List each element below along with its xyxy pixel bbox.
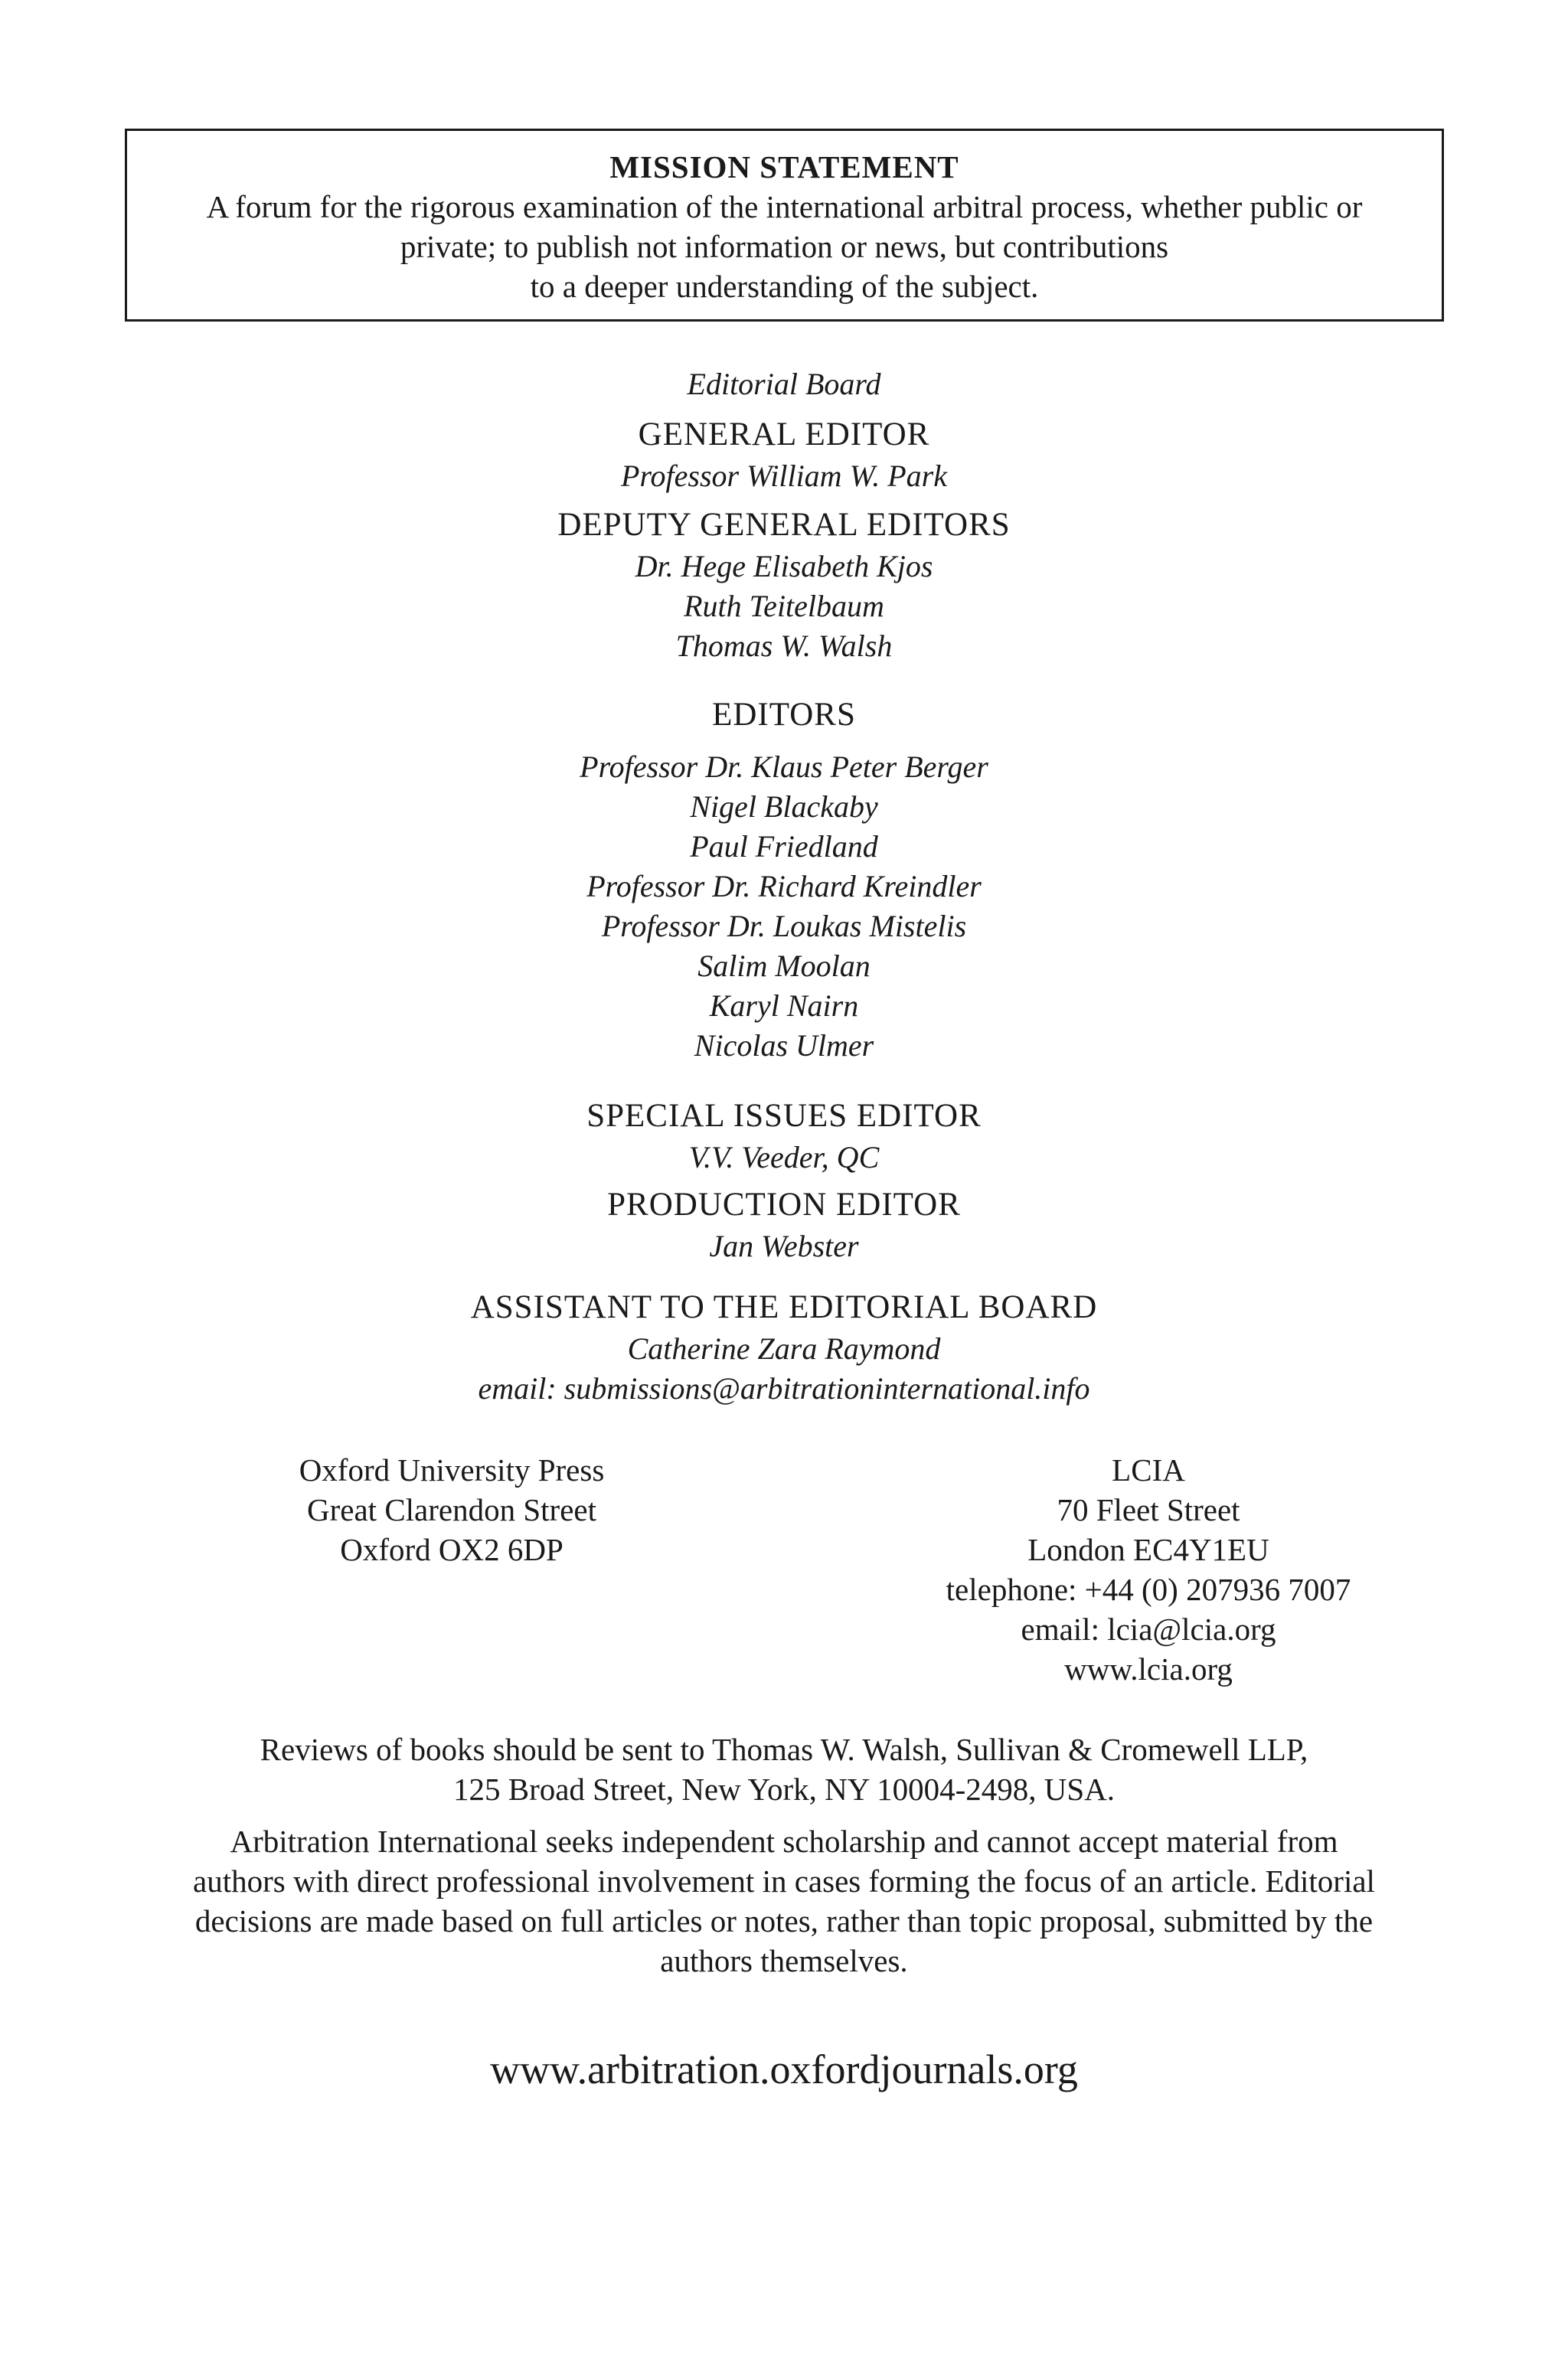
assistant-title: ASSISTANT TO THE EDITORIAL BOARD (470, 1289, 1098, 1325)
policy-line: authors with direct professional involvement in cases forming the focus of an article. Editorial (193, 1863, 1375, 1899)
editor-name: Karyl Nairn (709, 988, 859, 1023)
mission-line: private; to publish not information or news, but contributions (400, 229, 1169, 264)
production-editor-name: Jan Webster (709, 1229, 859, 1263)
policy-line: authors themselves. (660, 1943, 908, 1978)
reviews-line: 125 Broad Street, New York, NY 10004-2498, USA. (452, 1772, 1115, 1807)
mission-title: MISSION STATEMENT (609, 149, 959, 185)
mission-line: to a deeper understanding of the subject. (530, 269, 1039, 304)
editor-name: Nigel Blackaby (690, 789, 878, 824)
policy-line: Arbitration International seeks independent scholarship and cannot accept material from (230, 1824, 1338, 1859)
lcia-email: email: lcia@lcia.org (1021, 1612, 1276, 1647)
oup-address-line: Oxford OX2 6DP (340, 1532, 564, 1567)
deputy-editor-name: Dr. Hege Elisabeth Kjos (635, 549, 933, 583)
policy-line: decisions are made based on full articles or notes, rather than topic proposal, submitted by the (194, 1903, 1374, 1939)
deputy-editors-title: DEPUTY GENERAL EDITORS (557, 507, 1011, 543)
oup-address-line: Oxford University Press (299, 1452, 605, 1488)
editorial-board-heading: Editorial Board (687, 367, 881, 401)
lcia-telephone: telephone: +44 (0) 207936 7007 (946, 1572, 1351, 1607)
deputy-editor-name: Ruth Teitelbaum (684, 589, 884, 623)
editor-name: Professor Dr. Richard Kreindler (586, 869, 982, 903)
lcia-address-line: LCIA (1112, 1452, 1185, 1488)
assistant-email: email: submissions@arbitrationinternational.info (478, 1371, 1090, 1406)
lcia-website: www.lcia.org (1064, 1651, 1233, 1687)
lcia-address-line: London EC4Y1EU (1027, 1532, 1269, 1567)
editors-title: EDITORS (712, 697, 856, 733)
editor-name: Professor Dr. Klaus Peter Berger (580, 750, 988, 784)
reviews-line: Reviews of books should be sent to Thomas W. Walsh, Sullivan & Cromewell LLP, (260, 1732, 1308, 1767)
general-editor-name: Professor William W. Park (621, 459, 947, 493)
general-editor-title: GENERAL EDITOR (638, 416, 930, 452)
mission-line: A forum for the rigorous examination of the international arbitral process, whether public or (206, 189, 1363, 224)
journal-website: www.arbitration.oxfordjournals.org (490, 2046, 1078, 2092)
editor-name: Salim Moolan (697, 949, 871, 983)
mission-statement-box (125, 129, 1444, 322)
lcia-address-line: 70 Fleet Street (1057, 1492, 1240, 1527)
editor-name: Paul Friedland (690, 829, 878, 864)
oup-address-line: Great Clarendon Street (307, 1492, 596, 1527)
deputy-editor-name: Thomas W. Walsh (675, 629, 893, 663)
editor-name: Professor Dr. Loukas Mistelis (601, 909, 967, 943)
special-issues-editor-title: SPECIAL ISSUES EDITOR (586, 1098, 982, 1134)
special-issues-editor-name: V.V. Veeder, QC (688, 1140, 880, 1174)
production-editor-title: PRODUCTION EDITOR (607, 1187, 961, 1223)
editor-name: Nicolas Ulmer (694, 1028, 874, 1063)
assistant-name: Catherine Zara Raymond (627, 1331, 941, 1366)
